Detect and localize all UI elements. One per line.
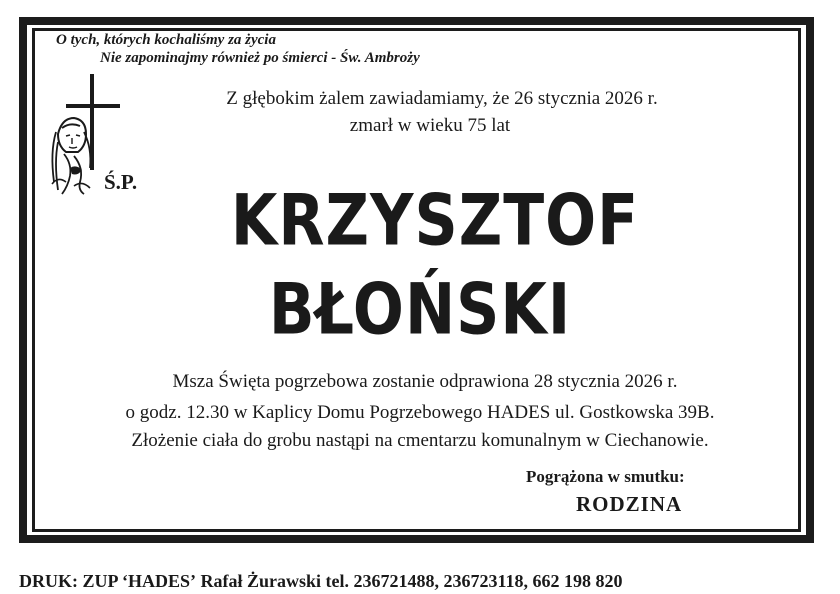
printer-company: ‘HADES’ — [122, 571, 197, 591]
printer-contact: Rafał Żurawski tel. 236721488, 236723118, 662 198 820 — [196, 571, 623, 591]
funeral-line-2: o godz. 12.30 w Kaplicy Domu Pogrzebowego HADES ul. Gostkowska 39B. — [125, 402, 715, 423]
printer-prefix: DRUK: ZUP — [19, 571, 122, 591]
quote-line-1: O tych, których kochaliśmy za życia — [56, 32, 276, 48]
announcement-line-2: zmarł w wieku 75 lat — [349, 115, 511, 136]
funeral-line-1: Msza Święta pogrzebowa zostanie odprawiona 28 stycznia 2026 r. — [172, 371, 678, 392]
quote-line-2: Nie zapominajmy również po śmierci - Św. Ambroży — [100, 50, 420, 66]
funeral-line-3: Złożenie ciała do grobu nastąpi na cmentarzu komunalnym w Ciechanowie. — [131, 430, 709, 451]
mourners-name: RODZINA — [576, 492, 683, 516]
mourners-label: Pogrążona w smutku: — [526, 467, 685, 486]
deceased-first-name: KRZYSZTOF — [230, 179, 640, 263]
deceased-last-name: BŁOŃSKI — [268, 268, 572, 352]
announcement-line-1: Z głębokim żalem zawiadamiamy, że 26 stycznia 2026 r. — [226, 88, 658, 109]
printer-footer — [19, 571, 623, 592]
prefix-label: Ś.P. — [104, 170, 138, 194]
